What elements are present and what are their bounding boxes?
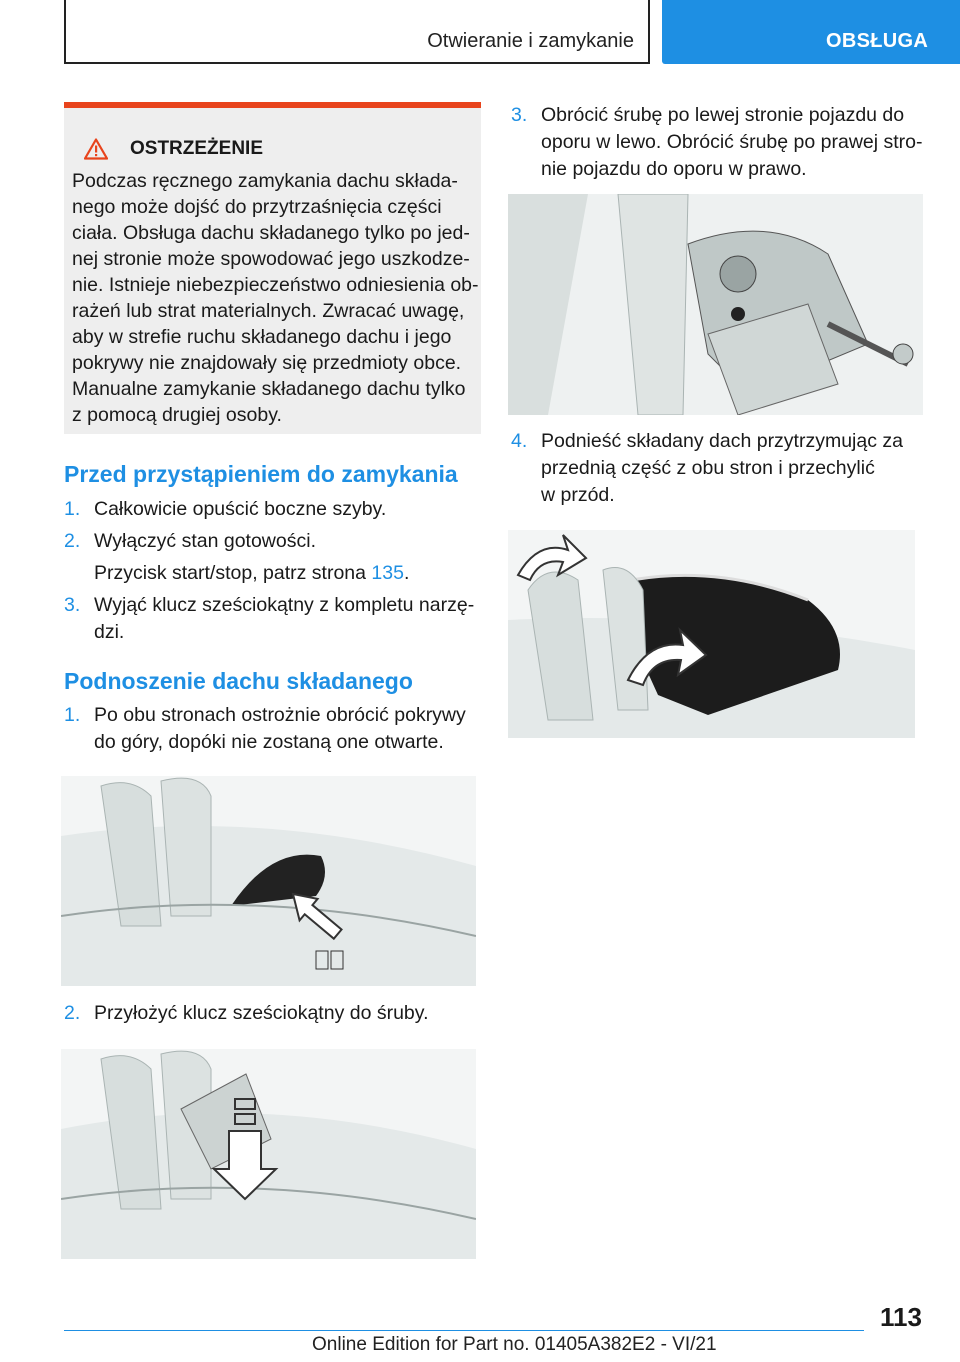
warning-box — [64, 102, 481, 434]
step-text: Po obu stronach ostrożnie obrócić pokrywy — [94, 704, 466, 726]
warning-line: nie. Istnieje niebezpieczeństwo odniesienia ob‐ — [72, 274, 479, 296]
figure-hex-key — [61, 1049, 476, 1259]
warning-line: nej stronie może spowodować jego uszkodze‐ — [72, 248, 470, 270]
step-text: oporu w lewo. Obrócić śrubę po prawej stro‐ — [541, 131, 923, 153]
hex-key-illustration — [61, 1049, 476, 1259]
warning-line: nego może dojść do przytrzaśnięcia części — [72, 196, 442, 218]
step-text: Przyłożyć klucz sześciokątny do śruby. — [94, 1002, 429, 1024]
step-text: w przód. — [541, 484, 615, 506]
warning-line: Podczas ręcznego zamykania dachu składa‐ — [72, 170, 458, 192]
header-frame — [64, 0, 650, 64]
step-text: Podnieść składany dach przytrzymując za — [541, 430, 903, 452]
step-number: 4. — [511, 430, 528, 452]
warning-triangle-icon — [84, 138, 108, 160]
page-number: 113 — [880, 1302, 922, 1332]
step-number: 1. — [64, 704, 81, 726]
note-suffix: . — [403, 562, 410, 584]
step-number: 2. — [64, 530, 81, 552]
step-text: nie pojazdu do oporu w prawo. — [541, 158, 807, 180]
chapter-tab[interactable] — [662, 0, 960, 64]
figure-tilt-roof — [508, 530, 915, 738]
page-link[interactable]: 135 — [371, 562, 404, 584]
warning-line: rażeń lub strat materialnych. Zwracać uwagę, — [72, 300, 465, 322]
chapter-tab-label: OBSŁUGA — [826, 30, 929, 52]
step-number: 3. — [64, 594, 81, 616]
step-number: 2. — [64, 1002, 81, 1024]
step-note — [94, 560, 409, 587]
footer-divider — [64, 1330, 864, 1331]
footer-edition: Online Edition for Part no. 01405A382E2 - VI/21 — [312, 1334, 717, 1355]
warning-line: aby w strefie ruchu składanego dachu i jego — [72, 326, 452, 348]
step-number: 3. — [511, 104, 528, 126]
section-heading-raise-roof: Podnoszenie dachu składanego — [64, 668, 413, 694]
figure-mechanism — [508, 194, 923, 415]
warning-text — [72, 168, 479, 428]
warning-line: z pomocą drugiej osoby. — [72, 404, 282, 426]
note-text: Przycisk start/stop, patrz strona — [94, 562, 372, 584]
step-text: Wyjąć klucz sześciokątny z kompletu narzę‐ — [94, 594, 475, 616]
warning-title: OSTRZEŻENIE — [130, 138, 264, 159]
step-text: przednią część z obu stron i przechylić — [541, 457, 875, 479]
roof-tilt-illustration — [508, 530, 915, 738]
step-text: Wyłączyć stan gotowości. — [94, 530, 316, 552]
car-cover-illustration — [61, 776, 476, 986]
figure-open-cover — [61, 776, 476, 986]
step-text: Obrócić śrubę po lewej stronie pojazdu do — [541, 104, 905, 126]
warning-line: pokrywy nie znajdowały się przedmioty obce. — [72, 352, 462, 374]
step-text: do góry, dopóki nie zostaną one otwarte. — [94, 731, 444, 753]
section-heading-before-closing: Przed przystąpieniem do zamykania — [64, 461, 458, 487]
warning-line: Manualne zamykanie składanego dachu tylko — [72, 378, 466, 400]
step-text: dzi. — [94, 621, 125, 643]
section-title: Otwieranie i zamykanie — [427, 30, 634, 52]
step-number: 1. — [64, 498, 81, 520]
step-text: Całkowicie opuścić boczne szyby. — [94, 498, 387, 520]
roof-mechanism-illustration — [508, 194, 923, 415]
warning-line: ciała. Obsługa dachu składanego tylko po jed‐ — [72, 222, 470, 244]
